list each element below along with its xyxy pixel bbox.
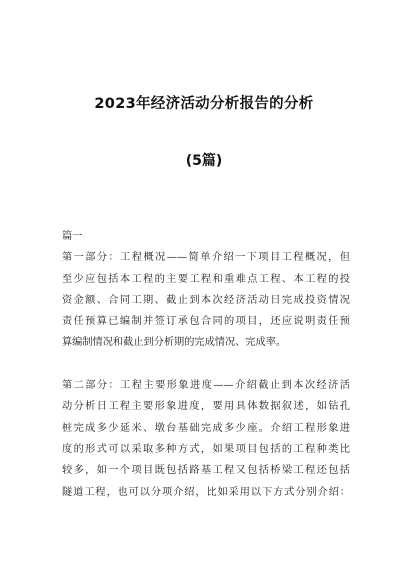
paragraph-line: 度的形式可以采取多种方式，如果项目包括的工程种类比 xyxy=(62,443,350,455)
paragraph-line: 较多，如一个项目既包括路基工程又包括桥梁工程还包括 xyxy=(62,465,350,477)
document-body xyxy=(62,226,350,503)
paragraph-gap xyxy=(62,354,350,375)
document-title: 2023年经济活动分析报告的分析 xyxy=(94,96,314,112)
paragraph-line: 至少应包括本工程的主要工程和重难点工程、本工程的投 xyxy=(62,273,350,285)
paragraph-line: 动分析日工程主要形象进度，要用具体数据叙述，如钻孔 xyxy=(62,401,350,413)
paragraph-line: 隧道工程，也可以分项介绍，比如采用以下方式分别介绍： xyxy=(62,486,350,498)
paragraph-line: 第二部分：工程主要形象进度——介绍截止到本次经济活 xyxy=(62,380,350,392)
document-subtitle: (5篇) xyxy=(185,153,223,169)
section-label: 篇一 xyxy=(62,231,83,242)
paragraph-line: 第一部分：工程概况——简单介绍一下项目工程概况，但 xyxy=(62,252,350,264)
paragraph-line: 责任预算已编制并签订承包合同的项目，还应说明责任预 xyxy=(62,316,350,328)
paragraph-line: 桩完成多少延米、墩台基础完成多少座。介绍工程形象进 xyxy=(62,422,350,434)
paragraph-line: 算编制情况和截止到分析期的完成情况、完成率。 xyxy=(62,337,287,349)
paragraph-line: 资金额、合同工期、截止到本次经济活动日完成投资情况 xyxy=(62,294,350,306)
